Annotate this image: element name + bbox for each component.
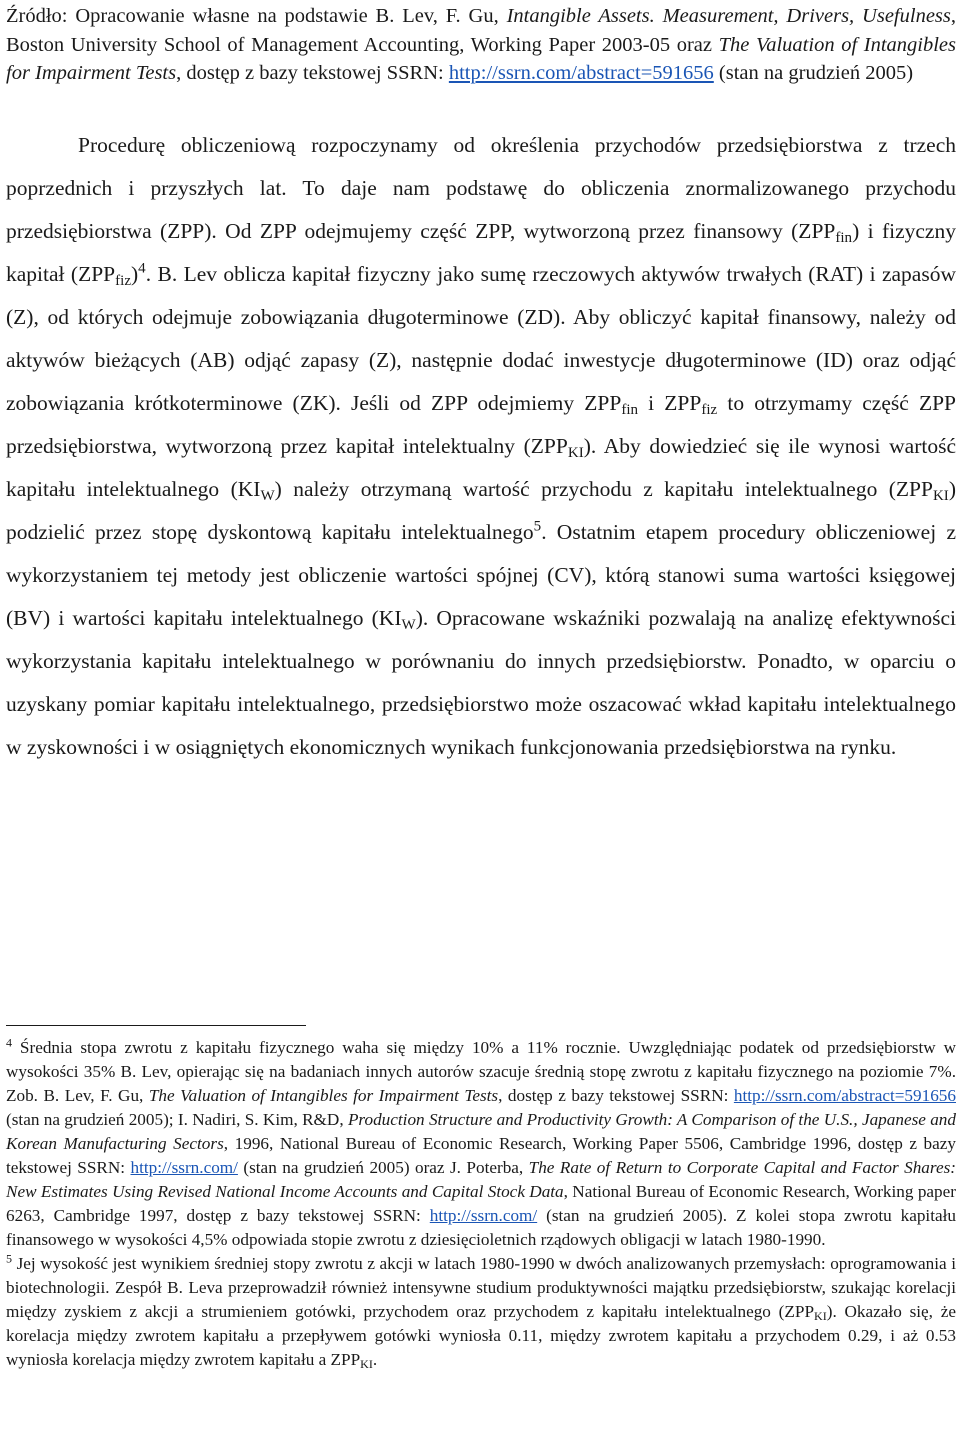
subscript: W	[260, 487, 275, 504]
subscript: KI	[567, 444, 584, 461]
document-page	[6, 0, 957, 1371]
body-text-run: ) i fizyczny kapitał (ZPP	[6, 218, 956, 286]
footnote-number: 5	[6, 1251, 13, 1266]
footnote-text: ). Okazało się, że korelacja między zwrotem kapitału a przepływem gotówki wyniosła 0.11, między zwrotem kapitału a przychodem 0.29, i aż 0.53 wyniosła korelacja między zwrotem kapitału a ZPP	[6, 1302, 956, 1369]
footnote-text: Średnia stopa zwrotu z kapitału fizycznego waha się między 10% a 11% rocznie. Uwzględniając podatek od przedsiębiorstw w wysokości 35% B. Lev, opierając się na badaniach innych autorów szacuje średnią stopę zwrotu z kapitału fizycznego na poziomie 7%. Zob. B. Lev, F. Gu,	[6, 1038, 956, 1105]
footnote-5	[6, 1252, 956, 1372]
footnote-title: The Valuation of Intangibles for Impairment Tests	[148, 1086, 499, 1105]
footnote-text: .	[372, 1350, 378, 1369]
body-text-run: . B. Lev oblicza kapitał fizyczny jako sumę rzeczowych aktywów trwałych (RAT) i zapasów (Z), od których odejmuje zobowiązania długoterminowe (ZD). Aby obliczyć kapitał finansowy, należy od aktywów bieżących (AB) odjąć zapasy (Z), następnie dodać inwestycje długoterminowe (ID) oraz odjąć zobowiązania krótkoterminowe (ZK). Jeśli od ZPP odejmiemy ZPP	[6, 261, 956, 415]
subscript: fin	[835, 229, 853, 246]
source-suffix: (stan na grudzień 2005)	[713, 62, 914, 84]
subscript: KI	[814, 1309, 827, 1323]
footnote-text: (stan na grudzień 2005); I. Nadiri, S. Kim, R&D,	[6, 1110, 348, 1129]
footnote-text: , 1996, National Bureau of Economic Research, Working Paper 5506, Cambridge 1996, dostęp z bazy tekstowej SSRN:	[6, 1134, 956, 1177]
body-text-run: ). Opracowane wskaźniki pozwalają na analizę efektywności wykorzystania kapitału intelektualnego w porównaniu do innych przedsiębiorstw. Ponadto, w oparciu o uzyskany pomiar kapitału intelektualnego, przedsiębiorstwo może oszacować wkład kapitału intelektualnego w zyskowności i w osiągniętych ekonomicznych wynikach funkcjonowania przedsiębiorstwa na rynku.	[6, 605, 957, 759]
subscript: fiz	[115, 272, 131, 289]
subscript: KI	[360, 1357, 373, 1371]
footnote-ref-4[interactable]: 4	[138, 260, 146, 277]
body-text-run: )	[131, 261, 139, 286]
footnote-link[interactable]: http://ssrn.com/abstract=591656	[733, 1086, 956, 1105]
footnote-ref-5[interactable]: 5	[533, 518, 542, 535]
subscript: fiz	[701, 401, 718, 418]
body-text-run: . Ostatnim etapem procedury obliczeniowej z wykorzystaniem tej metody jest obliczenie wartości spójnej (CV), którą stanowi suma wartości księgowej (BV) i wartości kapitału intelektualnego (KI	[6, 519, 956, 630]
body-paragraph	[6, 124, 956, 769]
subscript: W	[401, 616, 416, 633]
source-title-1: Intangible Assets. Measurement, Drivers, Usefulness	[506, 5, 951, 27]
source-title-2: The Valuation of Intangibles for Impairment Tests	[6, 33, 956, 84]
subscript: fin	[621, 401, 639, 418]
footnotes	[6, 1036, 956, 1372]
footnote-text: , dostęp z bazy tekstowej SSRN:	[498, 1086, 734, 1105]
footnote-separator	[6, 1025, 306, 1026]
footnote-text: (stan na grudzień 2005) oraz J. Poterba,	[237, 1158, 529, 1177]
source-mid-1: , Boston University School of Management Accounting, Working Paper 2003-05 oraz	[6, 5, 956, 56]
footnote-text: Jej wysokość jest wynikiem średniej stopy zwrotu z akcji w latach 1980-1990 w dwóch analizowanych przemysłach: oprogramowania i biotechnologii. Zespół B. Leva przeprowadził również intensywne studium produktywności majątku przedsiębiorstw, szukając korelacji między zyskiem z akcji a strumieniem gotówki, przychodem oraz przychodem z kapitału intelektualnego (ZPP	[6, 1254, 956, 1321]
footnote-title: The Rate of Return to Corporate Capital and Factor Shares: New Estimates Using Revised National Income Accounts and Capital Stock Data	[6, 1158, 956, 1201]
source-mid-2: , dostęp z bazy tekstowej SSRN:	[176, 62, 449, 84]
subscript: KI	[932, 487, 949, 504]
footnote-link[interactable]: http://ssrn.com/	[429, 1206, 538, 1225]
footnote-number: 4	[6, 1035, 13, 1050]
body-text-run: to otrzymamy część ZPP przedsiębiorstwa, wytworzoną przez kapitał intelektualny (ZPP	[6, 390, 956, 458]
body-text-run: Procedurę obliczeniową rozpoczynamy od określenia przychodów przedsiębiorstwa z trzech poprzednich i przyszłych lat. To daje nam podstawę do obliczenia znormalizowanego przychodu przedsiębiorstwa (ZPP). Od ZPP odejmujemy część ZPP, wytworzoną przez finansowy (ZPP	[6, 132, 956, 243]
body-text-run: i ZPP	[638, 390, 702, 415]
body-text-run: ) podzielić przez stopę dyskontową kapitału intelektualnego	[6, 476, 956, 544]
body-text-run: ) należy otrzymaną wartość przychodu z kapitału intelektualnego (ZPP	[274, 476, 933, 501]
source-prefix: Źródło: Opracowanie własne na podstawie B. Lev, F. Gu,	[6, 5, 507, 27]
footnote-title: Production Structure and Productivity Growth: A Comparison of the U.S., Japanese and Korean Manufacturing Sectors	[6, 1110, 956, 1153]
footnote-link[interactable]: http://ssrn.com/	[130, 1158, 238, 1177]
footnote-text: , National Bureau of Economic Research, Working paper 6263, Cambridge 1997, dostęp z bazy tekstowej SSRN:	[6, 1182, 956, 1225]
body-text-run: ). Aby dowiedzieć się ile wynosi wartość kapitału intelektualnego (KI	[6, 433, 956, 501]
footnote-4	[6, 1036, 956, 1252]
footnote-text: (stan na grudzień 2005). Z kolei stopa zwrotu kapitału finansowego w wysokości 4,5% odpowiada stopie zwrotu z dziesięcioletnich rządowych obligacji w latach 1980-1990.	[6, 1206, 956, 1249]
source-link[interactable]: http://ssrn.com/abstract=591656	[448, 62, 714, 84]
source-note	[6, 2, 956, 88]
